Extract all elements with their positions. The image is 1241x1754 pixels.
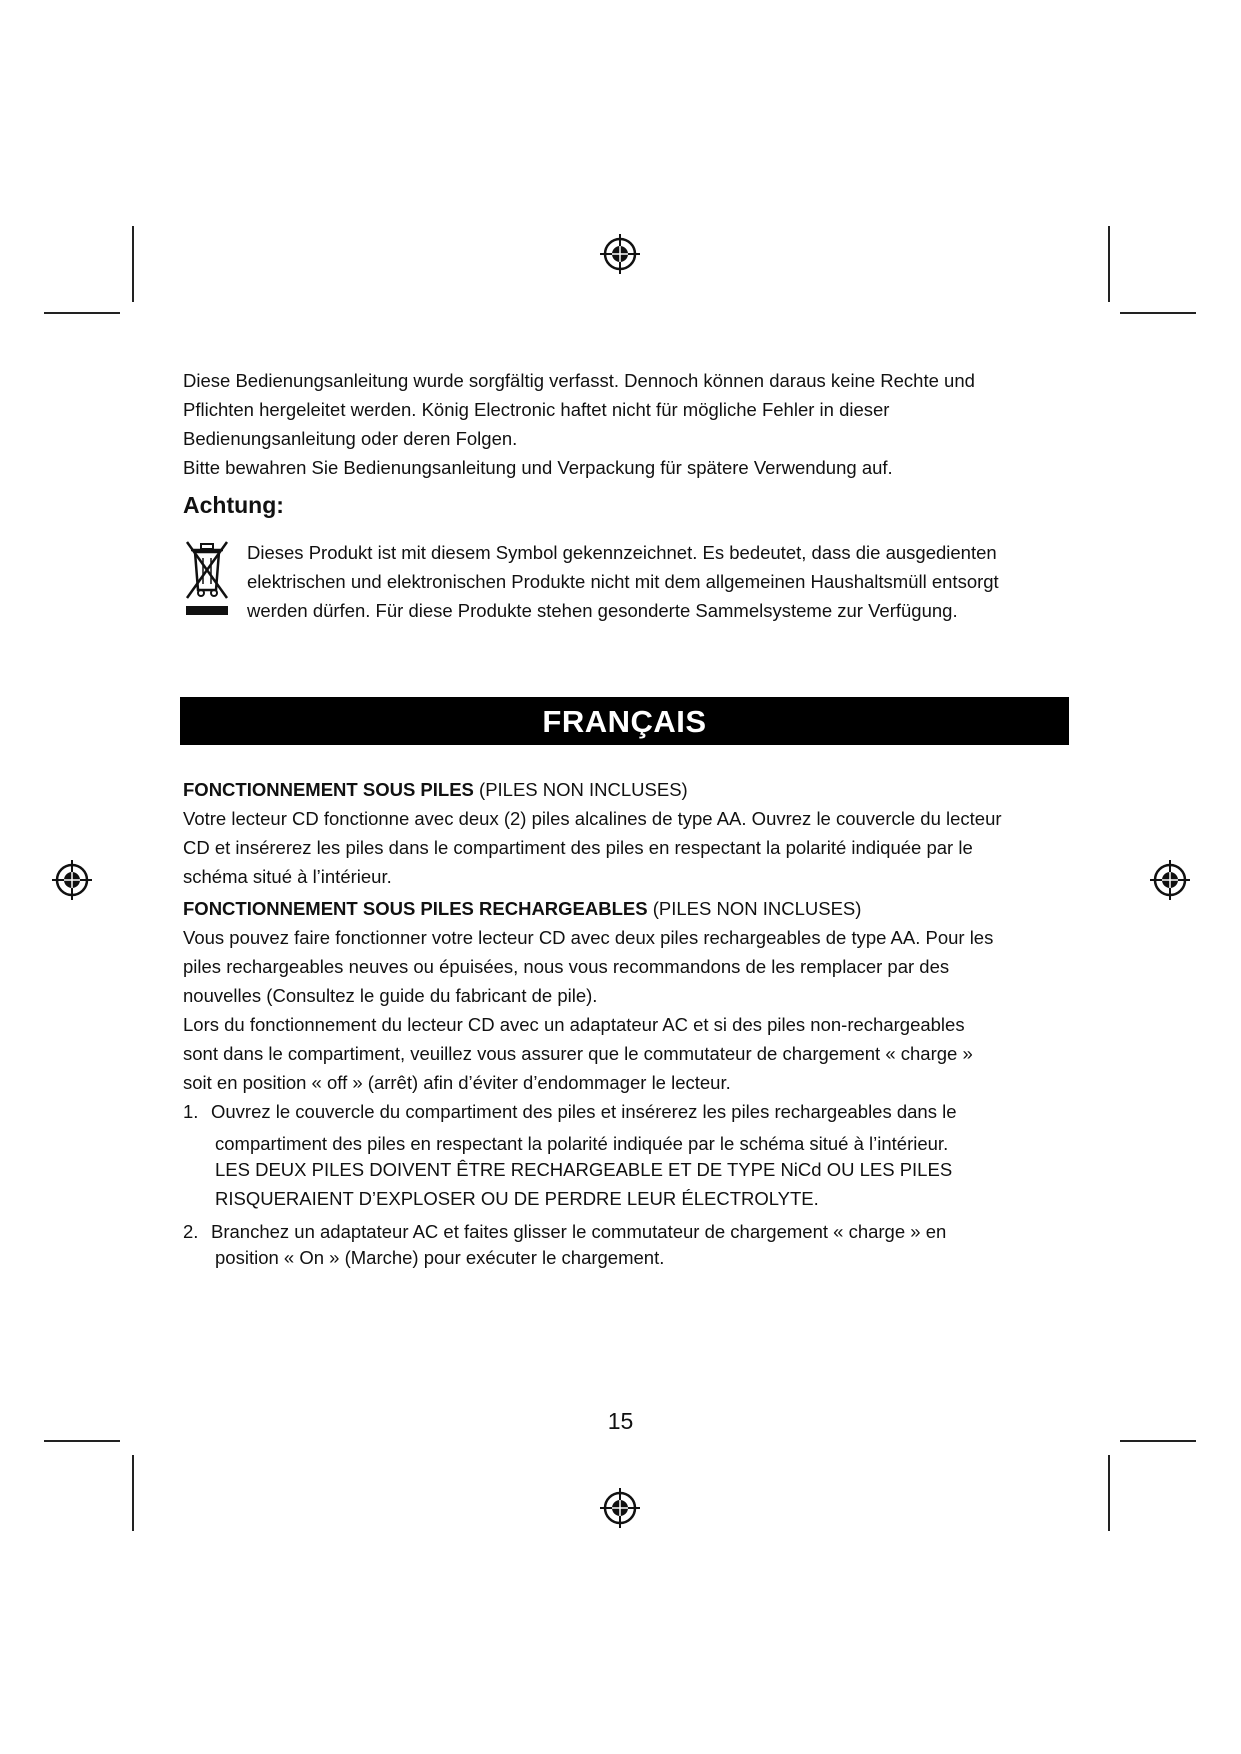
body-line: Votre lecteur CD fonctionne avec deux (2) piles alcalines de type AA. Ouvrez le couvercle du lecteur bbox=[183, 808, 1002, 829]
registration-target-icon bbox=[598, 1486, 642, 1530]
crop-mark-top-right-vertical bbox=[1108, 226, 1110, 302]
german-disclaimer-line: Diese Bedienungsanleitung wurde sorgfältig verfasst. Dennoch können daraus keine Rechte und bbox=[183, 370, 975, 391]
attention-heading: Achtung: bbox=[183, 492, 284, 518]
crop-mark-bottom-right-vertical bbox=[1108, 1455, 1110, 1531]
step-warning-line: LES DEUX PILES DOIVENT ÊTRE RECHARGEABLE ET DE TYPE NiCd OU LES PILES bbox=[215, 1159, 953, 1180]
section-title: FONCTIONNEMENT SOUS PILES RECHARGEABLES bbox=[183, 898, 648, 919]
body-line: CD et insérerez les piles dans le compartiment des piles en respectant la polarité indiquée par le bbox=[183, 837, 973, 858]
body-line: piles rechargeables neuves ou épuisées, nous vous recommandons de les remplacer par des bbox=[183, 956, 950, 977]
registration-target-icon bbox=[50, 858, 94, 902]
crop-mark-bottom-right-horizontal bbox=[1120, 1440, 1196, 1442]
weee-notice-line: werden dürfen. Für diese Produkte stehen gesonderte Sammelsysteme zur Verfügung. bbox=[247, 600, 958, 621]
german-disclaimer-line: Bedienungsanleitung oder deren Folgen. bbox=[183, 428, 518, 449]
crop-mark-top-left-vertical bbox=[132, 226, 134, 302]
section-note: (PILES NON INCLUSES) bbox=[473, 779, 688, 800]
step-warning-line: RISQUERAIENT D’EXPLOSER OU DE PERDRE LEUR ÉLECTROLYTE. bbox=[215, 1188, 819, 1209]
section-heading-batteries bbox=[183, 775, 688, 804]
body-line: sont dans le compartiment, veuillez vous assurer que le commutateur de chargement « charge » bbox=[183, 1043, 973, 1064]
weee-notice-line: elektrischen und elektronischen Produkte nicht mit dem allgemeinen Haushaltsmüll entsorgt bbox=[247, 571, 999, 592]
german-disclaimer-line: Pflichten hergeleitet werden. König Electronic haftet nicht für mögliche Fehler in dieser bbox=[183, 399, 890, 420]
section-title: FONCTIONNEMENT SOUS PILES bbox=[183, 779, 474, 800]
step-number: 2. bbox=[183, 1221, 199, 1242]
crop-mark-bottom-left-horizontal bbox=[44, 1440, 120, 1442]
step-line: Ouvrez le couvercle du compartiment des piles et insérerez les piles rechargeables dans le bbox=[211, 1101, 957, 1122]
crop-mark-bottom-left-vertical bbox=[132, 1455, 134, 1531]
registration-target-icon bbox=[1148, 858, 1192, 902]
registration-target-icon bbox=[598, 232, 642, 276]
crop-mark-top-left-horizontal bbox=[44, 312, 120, 314]
step-line: position « On » (Marche) pour exécuter le chargement. bbox=[215, 1247, 665, 1268]
crossed-out-wheelie-bin-icon bbox=[183, 538, 231, 618]
step-line: compartiment des piles en respectant la polarité indiquée par le schéma situé à l’intérieur. bbox=[215, 1133, 949, 1154]
step-number: 1. bbox=[183, 1101, 199, 1122]
section-heading-rechargeable bbox=[183, 894, 861, 923]
body-line: soit en position « off » (arrêt) afin d’éviter d’endommager le lecteur. bbox=[183, 1072, 731, 1093]
body-line: schéma situé à l’intérieur. bbox=[183, 866, 392, 887]
body-line: Vous pouvez faire fonctionner votre lecteur CD avec deux piles rechargeables de type AA. Pour les bbox=[183, 927, 994, 948]
step-line: Branchez un adaptateur AC et faites glisser le commutateur de chargement « charge » en bbox=[211, 1221, 947, 1242]
section-note: (PILES NON INCLUSES) bbox=[647, 898, 862, 919]
body-line: Lors du fonctionnement du lecteur CD avec un adaptateur AC et si des piles non-rechargeables bbox=[183, 1014, 965, 1035]
crop-mark-top-right-horizontal bbox=[1120, 312, 1196, 314]
weee-notice-line: Dieses Produkt ist mit diesem Symbol gekennzeichnet. Es bedeutet, dass die ausgedienten bbox=[247, 542, 997, 563]
language-banner-french: FRANÇAIS bbox=[180, 697, 1069, 745]
body-line: nouvelles (Consultez le guide du fabricant de pile). bbox=[183, 985, 598, 1006]
page-number: 15 bbox=[607, 1408, 634, 1434]
german-disclaimer-line: Bitte bewahren Sie Bedienungsanleitung und Verpackung für spätere Verwendung auf. bbox=[183, 457, 893, 478]
